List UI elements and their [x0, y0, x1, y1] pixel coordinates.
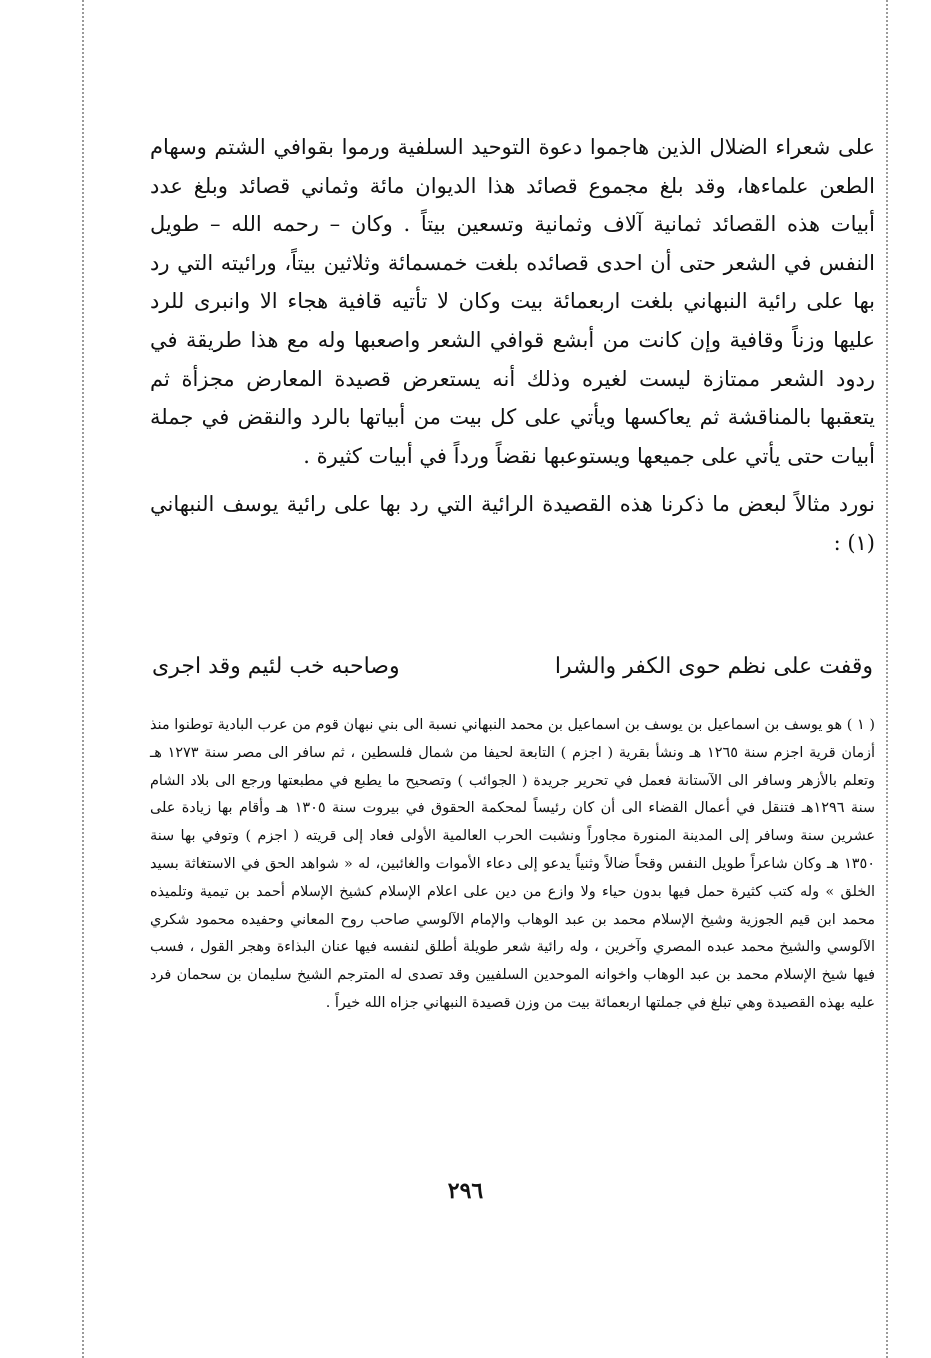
page-number: ٢٩٦	[447, 1178, 484, 1204]
paragraph-example-intro: نورد مثالاً لبعض ما ذكرنا هذه القصيدة الرائية التي رد بها على رائية يوسف النبهاني (١) :	[150, 492, 875, 555]
footnote-1: ( ١ ) هو يوسف بن اسماعيل بن يوسف بن اسماعيل بن محمد النبهاني نسبة الى بني نبهان قوم من عرب البادية توطنوا منذ أزمان قرية اجزم سنة ١٢٦٥ هـ ونشأ بقرية ( اجزم ) التابعة لحيفا من شمال فلسطين ، ثم سافر الى مصر سنة ١٢٧٣ هـ وتعلم بالأزهر وسافر الى الآستانة فعمل في تحرير جريدة ( الجوائب ) وتصحيح ما يطبع في مطبعتها ورجع الى بلاد الشام سنة ١٢٩٦هـ فتنقل في أعمال القضاء الى أن كان رئيساً لمحكمة الحقوق في بيروت سنة ١٣٠٥ هـ وأقام بها زيادة على عشرين سنة وسافر إلى المدينة المنورة مجاوراً ونشبت الحرب العالمية الأولى فعاد إلى قريته ( اجزم ) وتوفي بها سنة ١٣٥٠ هـ وكان شاعراً طويل النفس وقحاً ضالاً وثنياً يدعو إلى دعاء الأموات والغائبين، له « شواهد الحق في الاستغاثة بسيد الخلق » وله كتب كثيرة حمل فيها بدون حياء ولا وازع من دين على اعلام الإسلام كشيخ الإسلام أحمد بن تيمية وتلميذه محمد ابن قيم الجوزية وشيخ الإسلام محمد بن عبد الوهاب والإمام الآلوسي صاحب روح المعاني وحفيده محمود شكري الآلوسي والشيخ محمد عبده المصري وآخرين ، وله رائية شعر طويلة أطلق لنفسه فيها عنان البذاءة وهجر القول ، فسب فيها شيخ الإسلام محمد بن عبد الوهاب واخوانه الموحدين السلفيين وقد تصدى له المترجم الشيخ سليمان بن سحمان فرد عليه بهذه القصيدة وهي تبلغ في جملتها اربعمائة بيت من وزن قصيدة النبهاني جزاه الله خيراً .	[150, 717, 875, 1011]
left-margin-dotted-line	[82, 0, 84, 1358]
poem-verse	[150, 648, 875, 686]
paragraph-poet-description: على شعراء الضلال الذين هاجموا دعوة التوحيد السلفية ورموا بقوافي الشتم وسهام الطعن علماءها، وقد بلغ مجموع قصائد هذا الديوان مائة وثماني قصائد وبلغ عدد أبيات هذه القصائد ثمانية آلاف وثمانية وتسعين بيتاً . وكان – رحمه الله – طويل النفس في الشعر حتى أن احدى قصائده بلغت خمسمائة وثلاثين بيتاً، ورائيته التي رد بها على رائية النبهاني بلغت اربعمائة بيت وكان لا تأتيه قافية هجاء الا وانبرى للرد عليها وزناً وقافية وإن كانت من أبشع قوافي الشعر واصعبها وله مع هذا طريقة في ردود الشعر ممتازة ليست لغيره وذلك أنه يستعرض قصيدة المعارض مجزأة ثم يتعقبها بالمناقشة ثم يعاكسها ويأتي على كل بيت من أبياتها بالرد والنقض في جملة أبيات حتى يأتي على جميعها ويستوعبها نقضاً ورداً في أبيات كثيرة .	[150, 135, 875, 468]
right-margin-dotted-line	[886, 0, 888, 1358]
verse-first-hemistich: وقفت على نظم حوى الكفر والشرا	[554, 654, 873, 679]
verse-second-hemistich: وصاحبه خب لئيم وقد اجرى	[152, 654, 400, 679]
main-text	[150, 128, 875, 563]
